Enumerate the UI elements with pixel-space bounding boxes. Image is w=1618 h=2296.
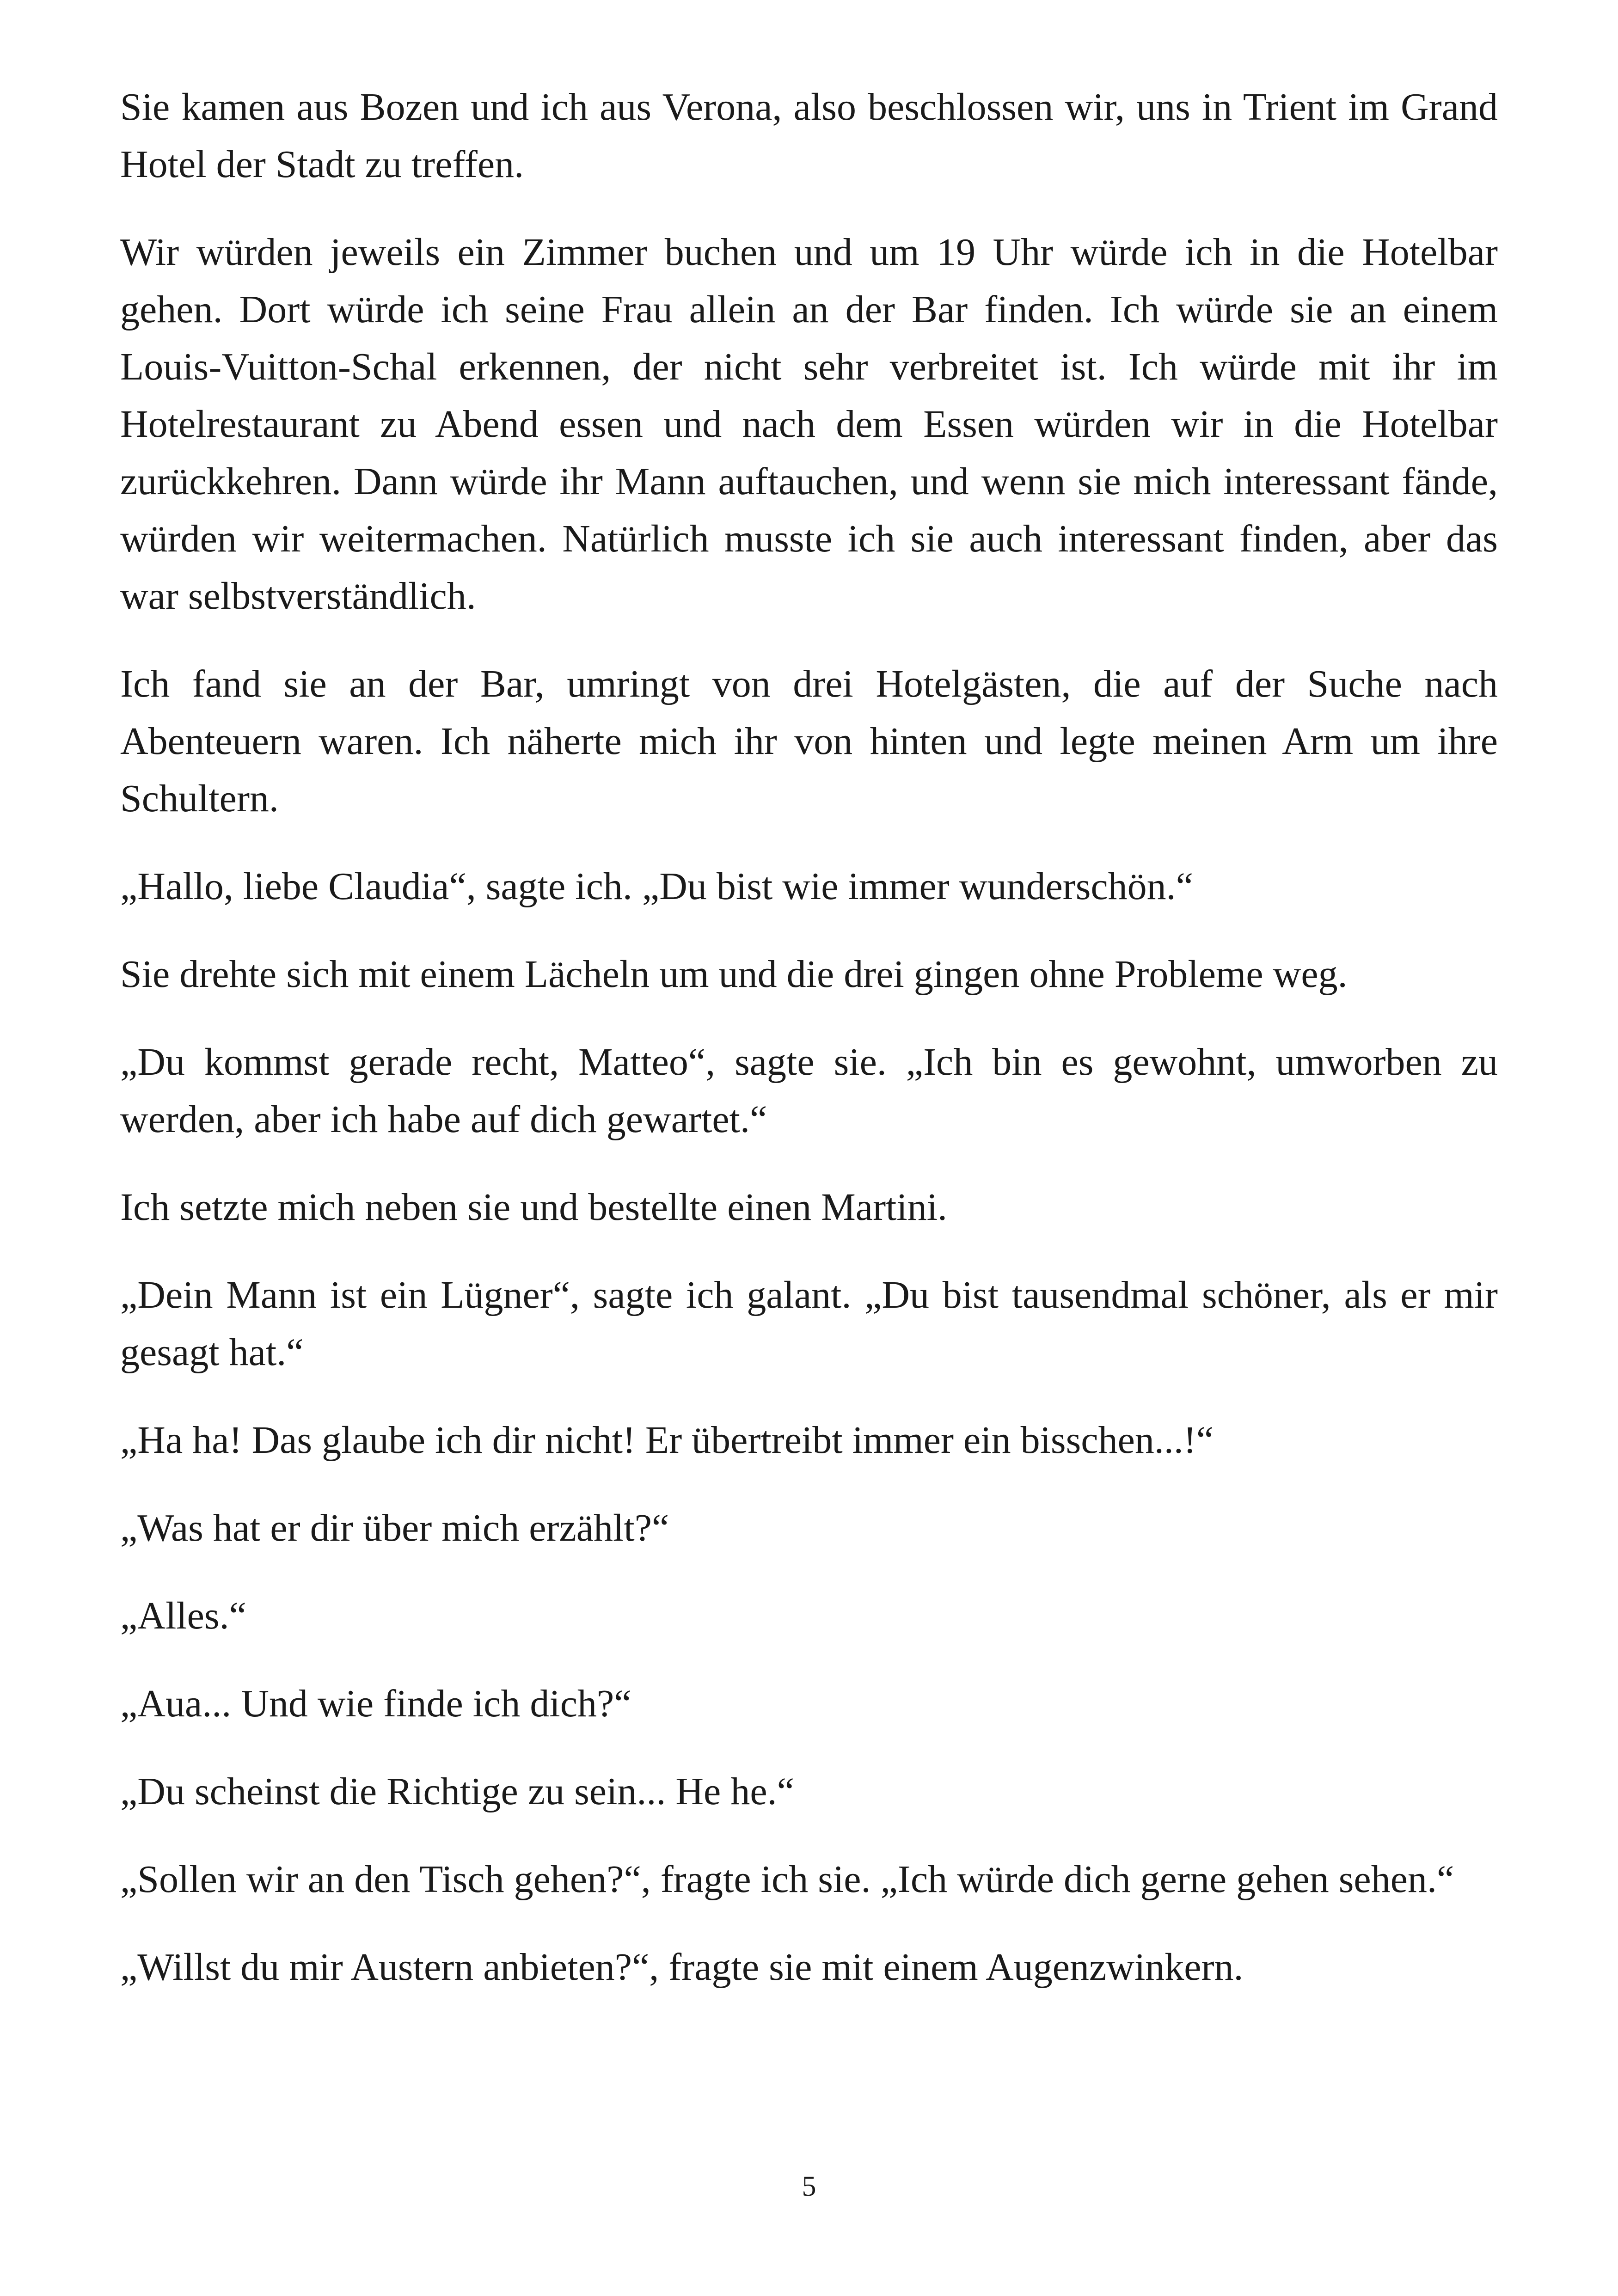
paragraph-7: Ich setzte mich neben sie und bestellte einen Martini. <box>120 1186 948 1229</box>
paragraph-10: „Was hat er dir über mich erzählt?“ <box>120 1506 669 1549</box>
paragraph-12: „Aua... Und wie finde ich dich?“ <box>120 1682 631 1725</box>
page-body <box>120 79 1498 2027</box>
paragraph-15: „Willst du mir Austern anbieten?“, fragte sie mit einem Augenzwinkern. <box>120 1946 1244 1989</box>
paragraph-1: Sie kamen aus Bozen und ich aus Verona, also beschlossen wir, uns in Trient im Grand Hotel der Stadt zu treffen. <box>120 86 1498 186</box>
paragraph-13: „Du scheinst die Richtige zu sein... He he.“ <box>120 1770 794 1813</box>
paragraph-8: „Dein Mann ist ein Lügner“, sagte ich galant. „Du bist tausendmal schöner, als er mir gesagt hat.“ <box>120 1274 1498 1374</box>
paragraph-3: Ich fand sie an der Bar, umringt von drei Hotelgästen, die auf der Suche nach Abenteuern waren. Ich näherte mich ihr von hinten und legte meinen Arm um ihre Schultern. <box>120 662 1498 820</box>
paragraph-2: Wir würden jeweils ein Zimmer buchen und um 19 Uhr würde ich in die Hotelbar gehen. Dort würde ich seine Frau allein an der Bar finden. Ich würde sie an einem Louis-Vuitton-Schal erkennen, der nicht sehr verbreitet ist. Ich würde mit ihr im Hotelrestaurant zu Abend essen und nach dem Essen würden wir in die Hotelbar zurückkehren. Dann würde ihr Mann auftauchen, und wenn sie mich interessant fände, würden wir weitermachen. Natürlich musste ich sie auch interessant finden, aber das war selbstverständlich. <box>120 231 1498 618</box>
paragraph-4: „Hallo, liebe Claudia“, sagte ich. „Du bist wie immer wunderschön.“ <box>120 865 1193 908</box>
paragraph-6: „Du kommst gerade recht, Matteo“, sagte sie. „Ich bin es gewohnt, umworben zu werden, aber ich habe auf dich gewartet.“ <box>120 1041 1498 1141</box>
paragraph-11: „Alles.“ <box>120 1594 246 1637</box>
paragraph-5: Sie drehte sich mit einem Lächeln um und die drei gingen ohne Probleme weg. <box>120 953 1348 996</box>
page-number: 5 <box>802 2171 816 2202</box>
paragraph-14: „Sollen wir an den Tisch gehen?“, fragte ich sie. „Ich würde dich gerne gehen sehen.“ <box>120 1858 1454 1901</box>
paragraph-9: „Ha ha! Das glaube ich dir nicht! Er übertreibt immer ein bisschen...!“ <box>120 1419 1214 1462</box>
